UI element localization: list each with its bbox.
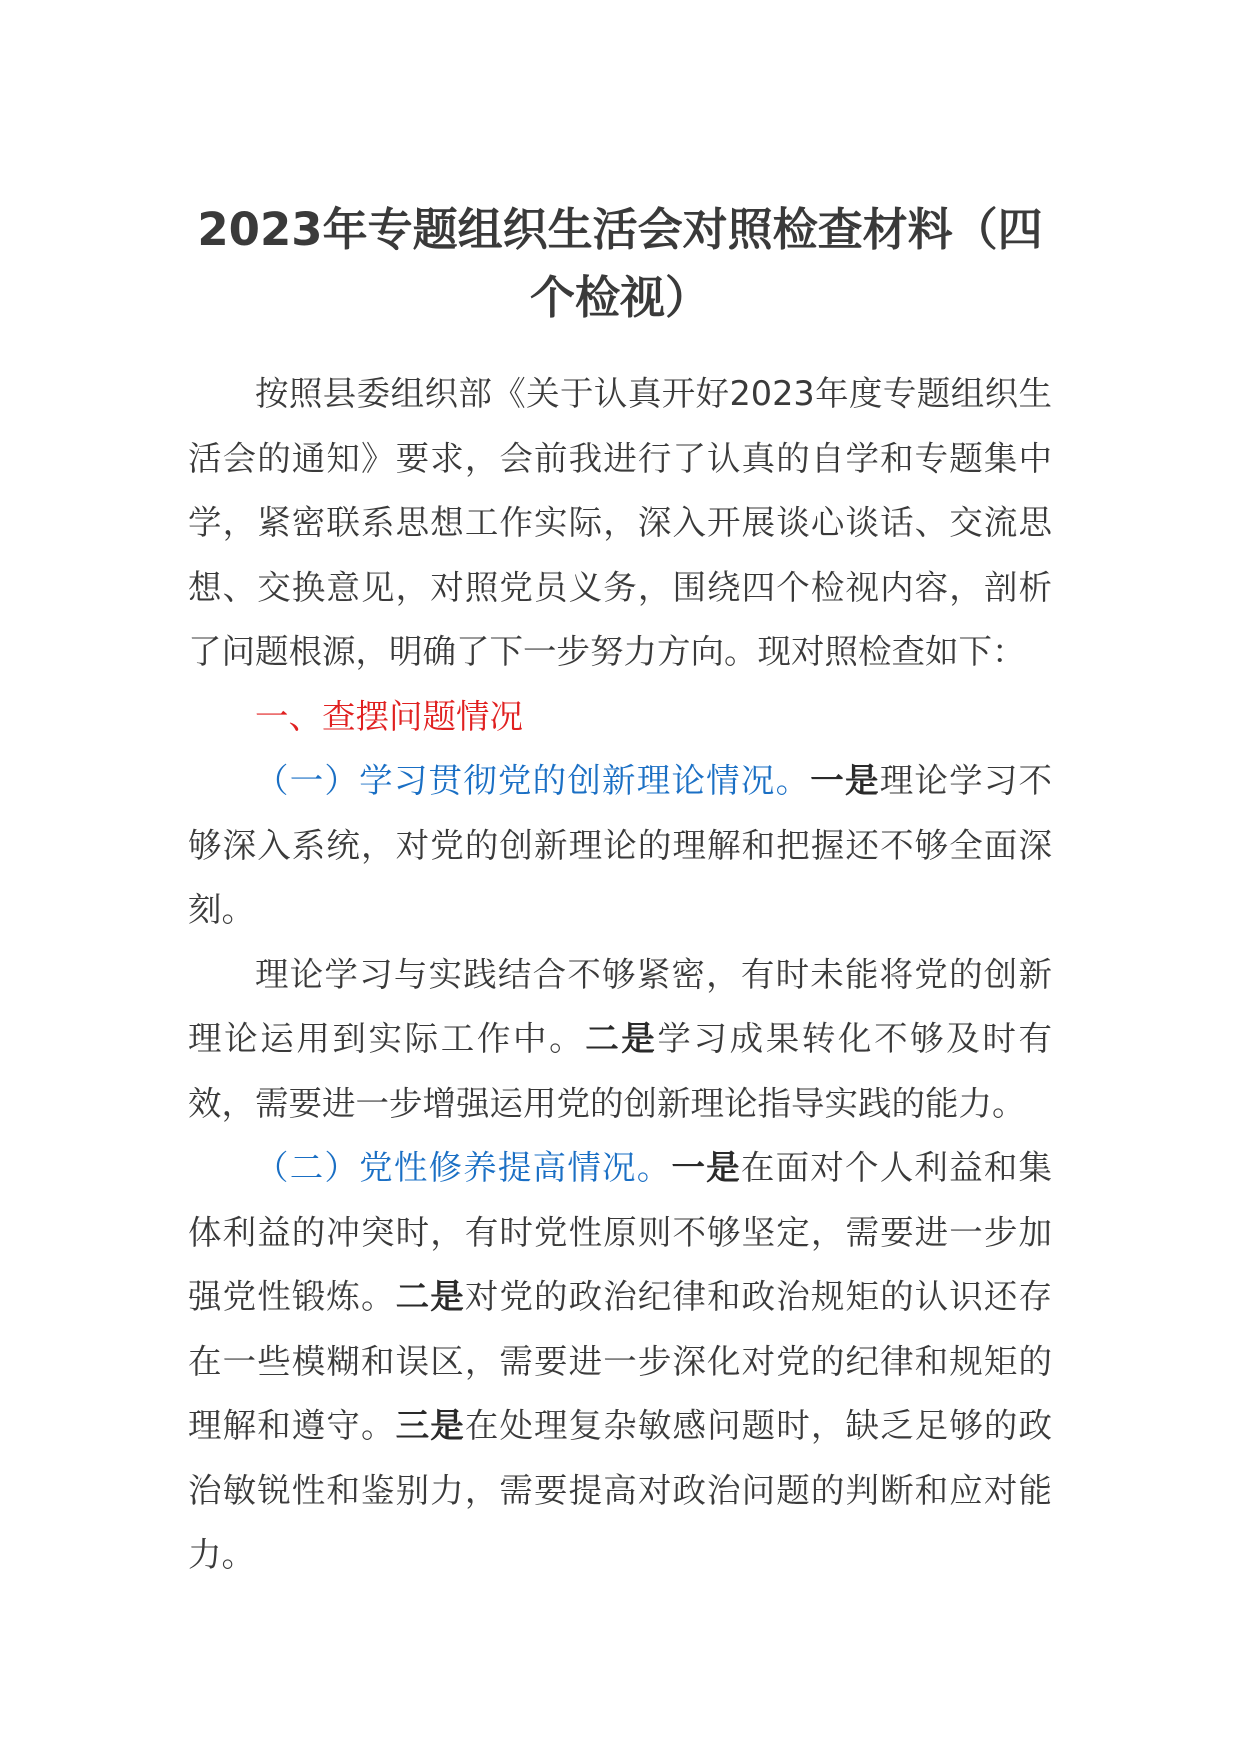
document-title: 2023年专题组织生活会对照检查材料（四个检视） xyxy=(197,203,1043,324)
point-label: 三是 xyxy=(395,1406,465,1445)
subsection-2-heading: （二）党性修养提高情况。 xyxy=(255,1148,672,1187)
point-text: 对党的政治纪律和政治规矩的认识还存在一些模糊和误区，需要进一步深化对党的纪律和规矩的理解和遵守。 xyxy=(188,1277,1053,1445)
point-text: 在处理复杂敏感问题时，缺乏足够的政治敏锐性和鉴别力，需要提高对政治问题的判断和应对能力。 xyxy=(188,1406,1053,1574)
subsection-1-paragraph xyxy=(188,749,1052,943)
point-text: 理论学习与实践结合不够紧密，有时未能将党的创新理论运用到实际工作中。 xyxy=(188,954,1052,1058)
point-text: 在面对个人利益和集体利益的冲突时，有时党性原则不够坚定，需要进一步加强党性锻炼。 xyxy=(188,1148,1053,1316)
section-heading xyxy=(188,685,1052,750)
subsection-1-heading: （一）学习贯彻党的创新理论情况。 xyxy=(255,761,811,800)
subsection-1-paragraph-2 xyxy=(188,943,1052,1137)
intro-paragraph: 按照县委组织部《关于认真开好2023年度专题组织生活会的通知》要求，会前我进行了认真的自学和专题集中学，紧密联系思想工作实际，深入开展谈心谈话、交流思想、交换意见，对照党员义务，围绕四个检视内容，剖析了问题根源，明确了下一步努力方向。现对照检查如下： xyxy=(188,374,1052,671)
point-text: 理论学习不够深入系统，对党的创新理论的理解和把握还不够全面深刻。 xyxy=(188,761,1053,929)
point-label: 一是 xyxy=(810,761,880,800)
subsection-2-paragraph xyxy=(188,1136,1052,1588)
point-label: 二是 xyxy=(585,1019,658,1058)
point-label: 一是 xyxy=(671,1148,741,1187)
document-body xyxy=(188,362,1052,1588)
point-label: 二是 xyxy=(395,1277,465,1316)
point-text: 学习成果转化不够及时有效，需要进一步增强运用党的创新理论指导实践的能力。 xyxy=(188,1019,1053,1123)
section-heading-text: 一、查摆问题情况 xyxy=(255,696,523,736)
